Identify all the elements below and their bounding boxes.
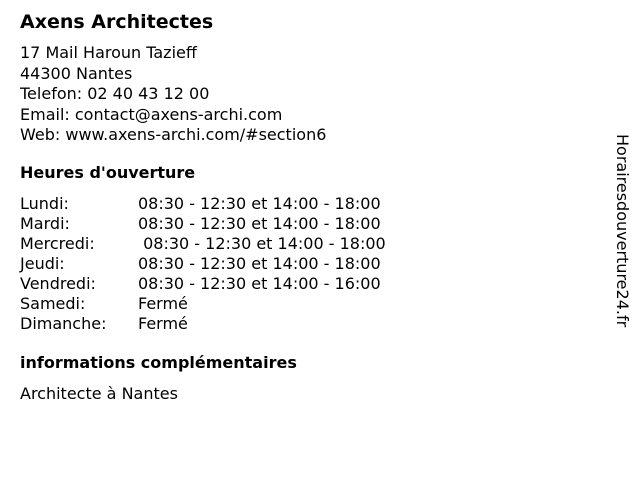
additional-info-heading: informations complémentaires — [20, 353, 297, 372]
day-label: Jeudi: — [20, 254, 65, 273]
day-label: Samedi: — [20, 294, 86, 313]
opening-hours-table — [20, 194, 440, 334]
day-label: Dimanche: — [20, 314, 107, 333]
opening-hours-heading: Heures d'ouverture — [20, 163, 196, 182]
contact-block — [20, 43, 326, 146]
web-text: Web: www.axens-archi.com/#section6 — [20, 125, 327, 144]
time-value: 08:30 - 12:30 et 14:00 - 18:00 — [138, 254, 381, 273]
time-value: Fermé — [138, 294, 188, 313]
day-label: Mercredi: — [20, 234, 95, 253]
time-value: Fermé — [138, 314, 188, 333]
day-label: Lundi: — [20, 194, 69, 213]
address-street: 17 Mail Haroun Tazieff — [20, 43, 197, 62]
hours-row-monday — [20, 194, 440, 214]
day-label: Mardi: — [20, 214, 70, 233]
email-text: Email: contact@axens-archi.com — [20, 104, 283, 124]
hours-row-tuesday — [20, 214, 440, 234]
business-name: Axens Architectes — [20, 11, 214, 33]
additional-info-text: Architecte à Nantes — [20, 384, 178, 403]
hours-row-friday — [20, 274, 440, 294]
hours-row-sunday — [20, 314, 440, 334]
time-value: 08:30 - 12:30 et 14:00 - 18:00 — [138, 194, 381, 213]
hours-row-thursday — [20, 254, 440, 274]
day-label: Vendredi: — [20, 274, 96, 293]
hours-row-wednesday — [20, 234, 440, 254]
address-city: 44300 Nantes — [20, 63, 133, 83]
hours-row-saturday — [20, 294, 440, 314]
time-value: 08:30 - 12:30 et 14:00 - 18:00 — [138, 234, 386, 253]
time-value: 08:30 - 12:30 et 14:00 - 18:00 — [138, 214, 381, 233]
time-value: 08:30 - 12:30 et 14:00 - 16:00 — [138, 274, 381, 293]
site-watermark: Horairesdouverture24.fr — [613, 134, 632, 328]
phone-text: Telefon: 02 40 43 12 00 — [20, 84, 210, 103]
